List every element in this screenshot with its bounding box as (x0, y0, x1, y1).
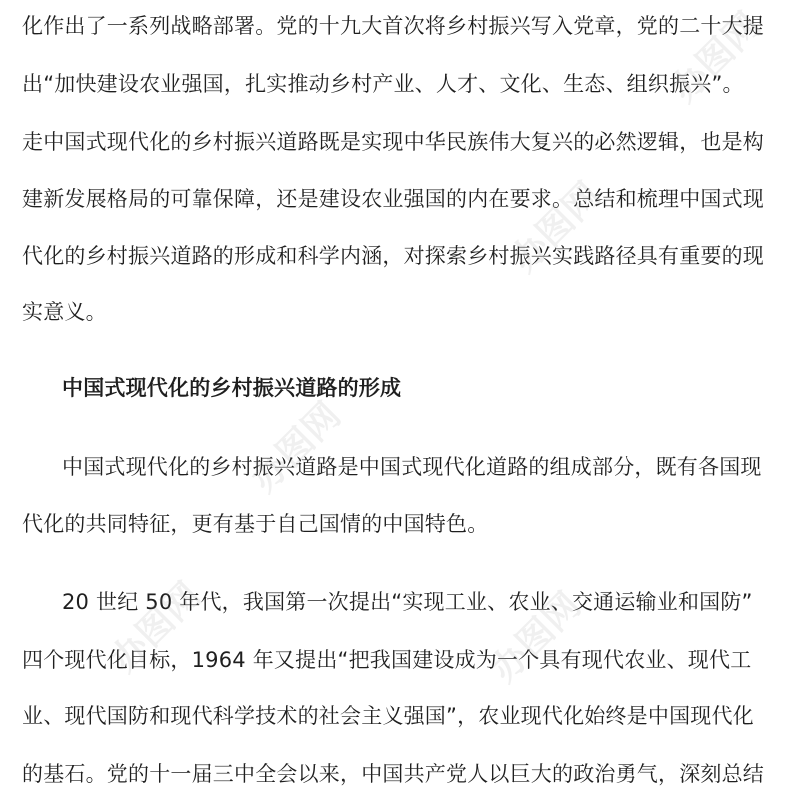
paragraph-1-line-2: 出“加快建设农业强国，扎实推动乡村产业、人才、文化、生态、组织振兴”。 (22, 72, 744, 96)
section-heading: 中国式现代化的乡村振兴道路的形成 (62, 376, 402, 400)
paragraph-3-line-3: 业、现代国防和现代科学技术的社会主义强国”，农业现代化始终是中国现代化 (22, 704, 754, 728)
watermark: 办图网 (503, 174, 609, 281)
watermark: 办图网 (103, 574, 209, 681)
paragraph-3-line-2: 四个现代化目标，1964 年又提出“把我国建设成为一个具有现代农业、现代工 (22, 648, 752, 672)
watermark: 办图网 (483, 584, 589, 691)
watermark: 办图网 (243, 394, 349, 501)
paragraph-1-line-4: 建新发展格局的可靠保障，还是建设农业强国的内在要求。总结和梳理中国式现 (22, 187, 764, 211)
paragraph-1-line-3: 走中国式现代化的乡村振兴道路既是实现中华民族伟大复兴的必然逻辑，也是构 (22, 130, 764, 154)
paragraph-2-line-1: 中国式现代化的乡村振兴道路是中国式现代化道路的组成部分，既有各国现 (62, 455, 762, 479)
paragraph-3-line-4: 的基石。党的十一届三中全会以来，中国共产党人以巨大的政治勇气，深刻总结 (22, 762, 764, 786)
paragraph-2-line-2: 代化的共同特征，更有基于自己国情的中国特色。 (22, 512, 489, 536)
paragraph-1-line-5: 代化的乡村振兴道路的形成和科学内涵，对探索乡村振兴实践路径具有重要的现 (22, 244, 764, 268)
paragraph-3-line-1: 20 世纪 50 年代，我国第一次提出“实现工业、农业、交通运输业和国防” (62, 590, 753, 614)
paragraph-1-line-6: 实意义。 (22, 300, 107, 324)
watermark: 办图网 (663, 4, 769, 111)
paragraph-1-line-1: 化作出了一系列战略部署。党的十九大首次将乡村振兴写入党章，党的二十大提 (22, 14, 764, 38)
